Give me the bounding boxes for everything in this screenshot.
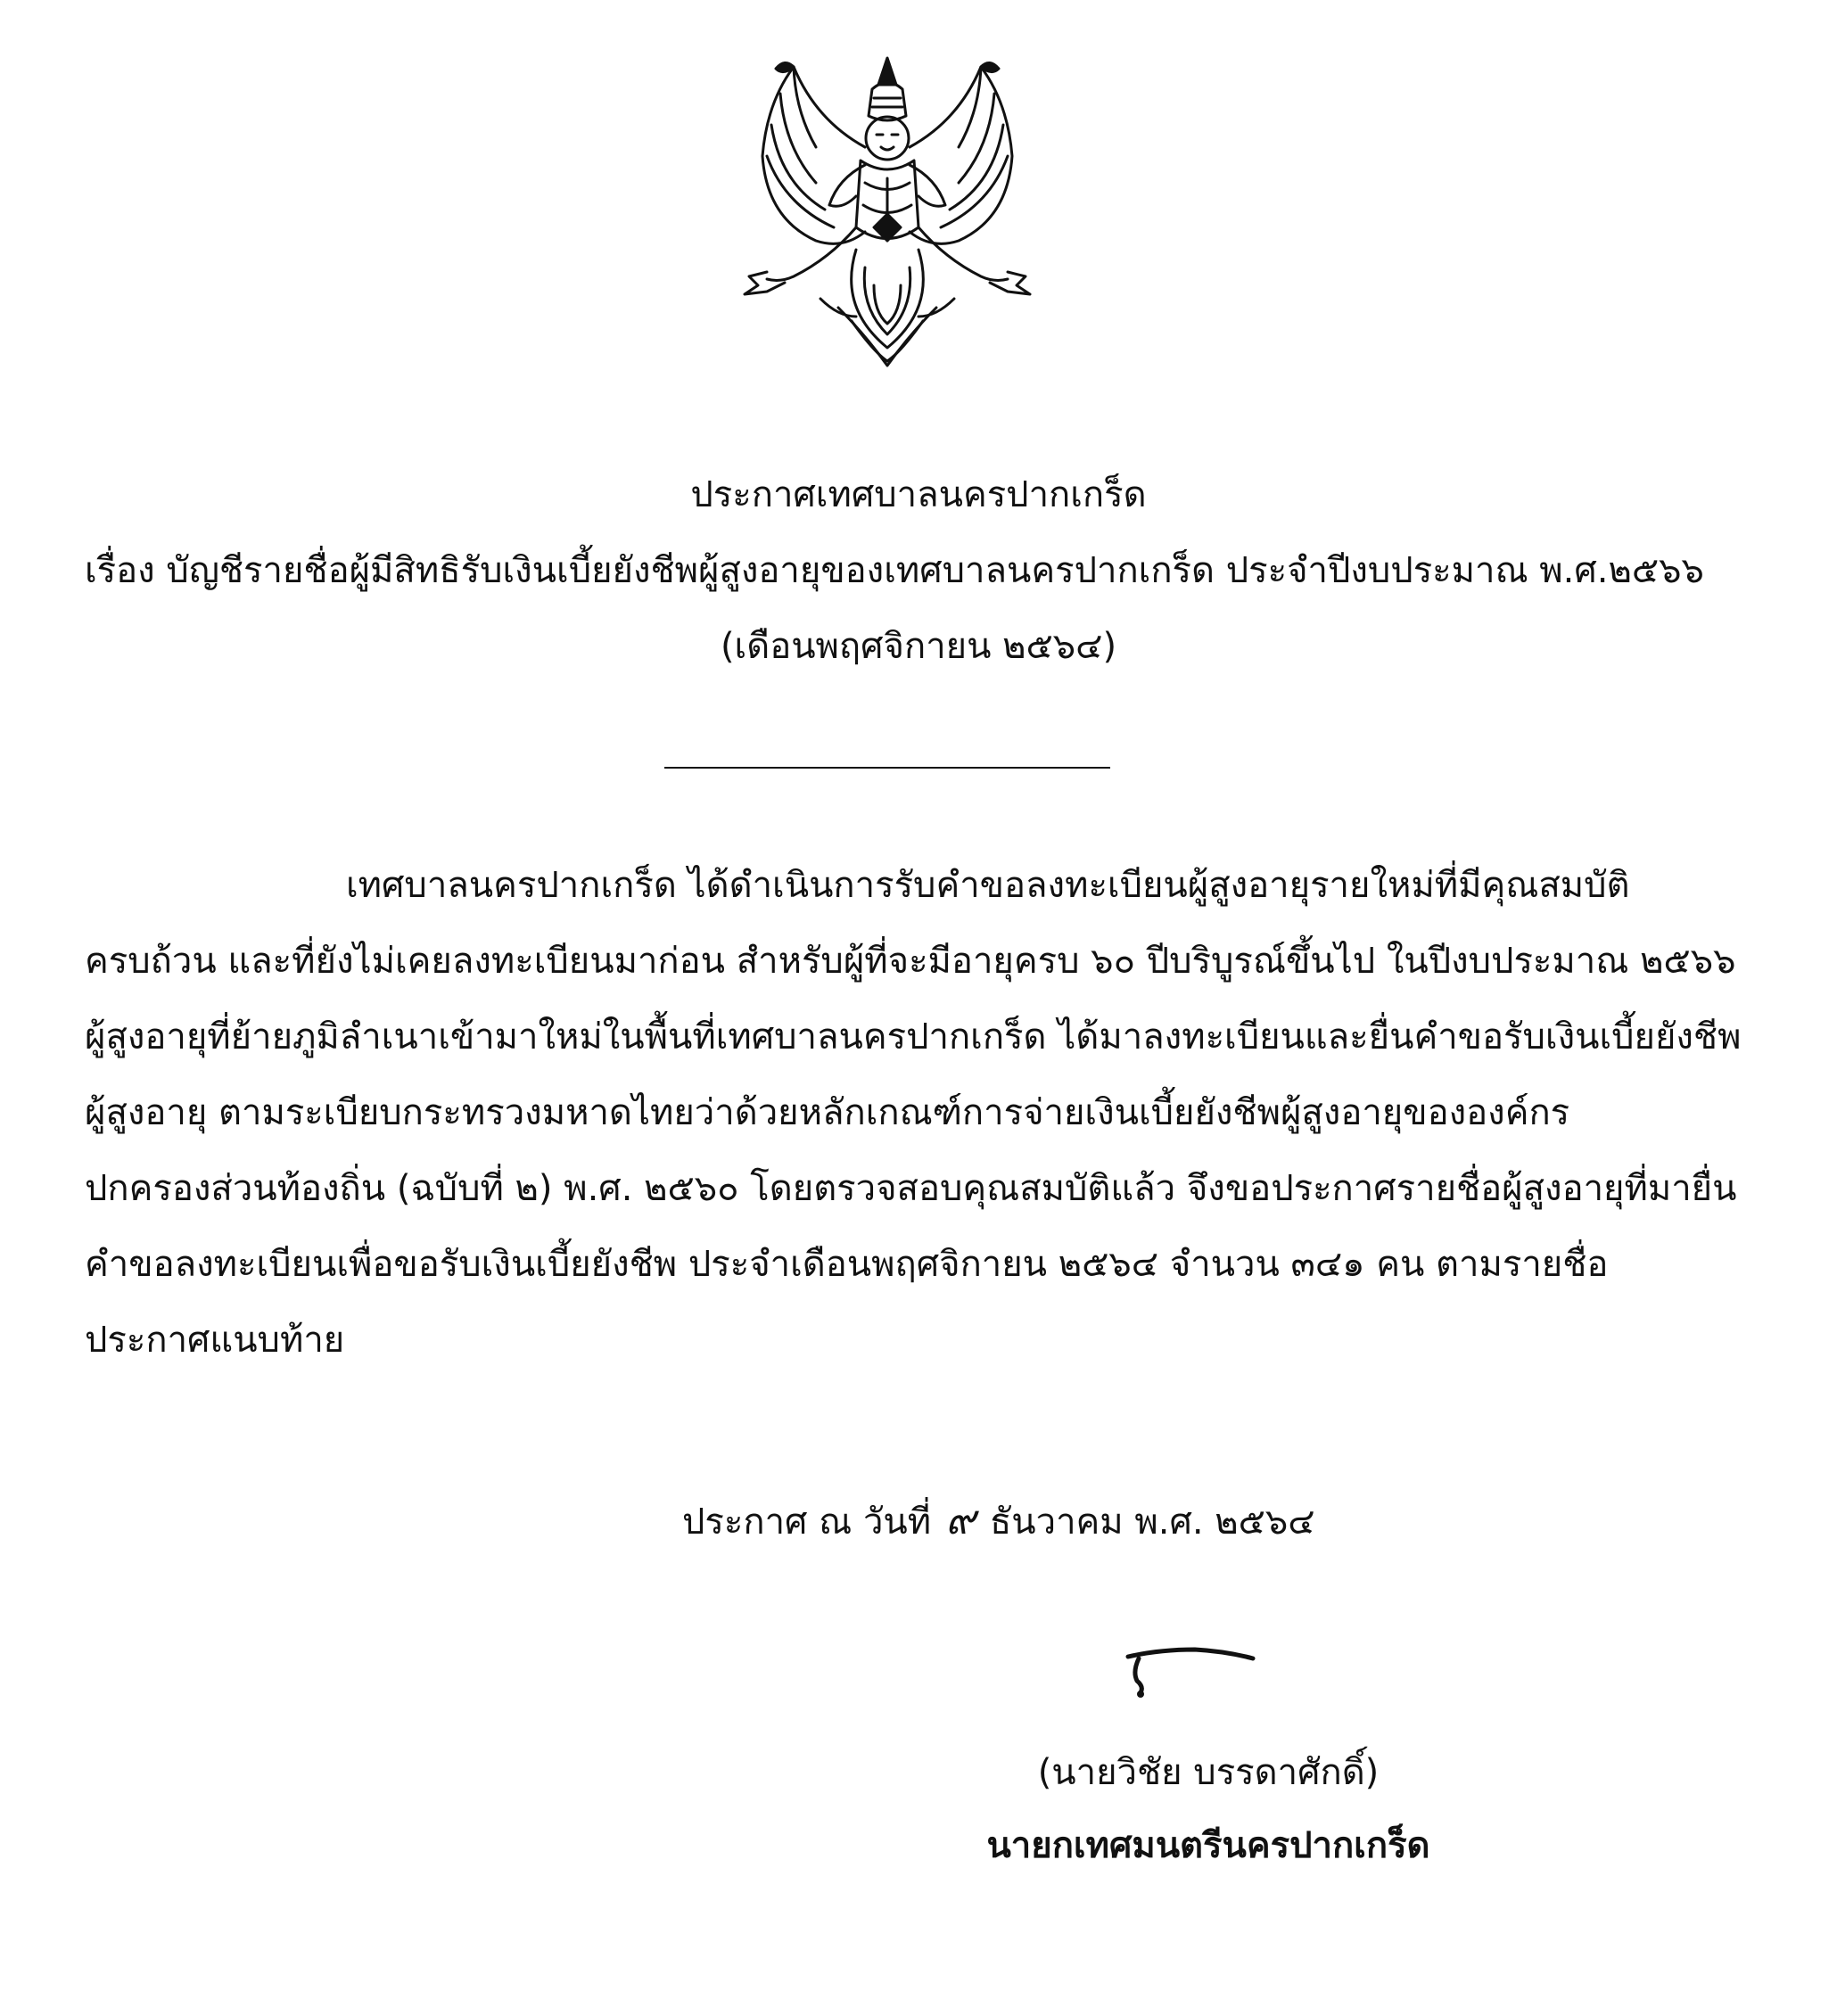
divider-line	[664, 767, 1110, 769]
announcement-date	[682, 1493, 1315, 1549]
body-line-2: ครบถ้วน และที่ยังไม่เคยลงทะเบียนมาก่อน สำหรับผู้ที่จะมีอายุครบ ๖๐ ปีบริบูรณ์ขึ้นไป ในปีงบประมาณ ๒๕๖๖	[85, 941, 1736, 982]
garuda-emblem-icon	[731, 49, 1043, 374]
body-line-6: คำขอลงทะเบียนเพื่อขอรับเงินเบี้ยยังชีพ ประจำเดือนพฤศจิกายน ๒๕๖๔ จำนวน ๓๔๑ คน ตามรายชื่อ	[85, 1244, 1609, 1285]
handwritten-signature	[1119, 1632, 1262, 1703]
body-line-3: ผู้สูงอายุที่ย้ายภูมิลำเนาเข้ามาใหม่ในพื้นที่เทศบาลนครปากเกร็ด ได้มาลงทะเบียนและยื่นคำขอรับเงินเบี้ยยังชีพ	[85, 1016, 1742, 1057]
signer-name: (นายวิชัย บรรดาศักดิ์)	[1037, 1752, 1380, 1793]
announcement-subject: เรื่อง บัญชีรายชื่อผู้มีสิทธิรับเงินเบี้ยยังชีพผู้สูงอายุของเทศบาลนครปากเกร็ด ประจำปีงบประมาณ พ.ศ.๒๕๖๖	[85, 550, 1704, 591]
date-prefix: ประกาศ ณ วันที่	[682, 1502, 932, 1543]
announcement-period: (เดือนพฤศจิกายน ๒๕๖๔)	[720, 626, 1117, 667]
signer-position: นายกเทศมนตรีนครปากเกร็ด	[986, 1825, 1430, 1866]
body-line-1: เทศบาลนครปากเกร็ด ได้ดำเนินการรับคำขอลงทะเบียนผู้สูงอายุรายใหม่ที่มีคุณสมบัติ	[346, 865, 1630, 906]
body-line-4: ผู้สูงอายุ ตามระเบียบกระทรวงมหาดไทยว่าด้วยหลักเกณฑ์การจ่ายเงินเบี้ยยังชีพผู้สูงอายุขององค์กร	[85, 1092, 1570, 1133]
date-suffix: ธันวาคม พ.ศ. ๒๕๖๔	[989, 1502, 1315, 1543]
body-line-7: ประกาศแนบท้าย	[85, 1320, 345, 1361]
announcement-title: ประกาศเทศบาลนครปากเกร็ด	[690, 474, 1147, 515]
date-day-handwritten: ๙	[945, 1495, 976, 1543]
body-line-5: ปกครองส่วนท้องถิ่น (ฉบับที่ ๒) พ.ศ. ๒๕๖๐ โดยตรวจสอบคุณสมบัติแล้ว จึงขอประกาศรายชื่อผู้สูงอายุที่มายื่น	[85, 1168, 1737, 1209]
